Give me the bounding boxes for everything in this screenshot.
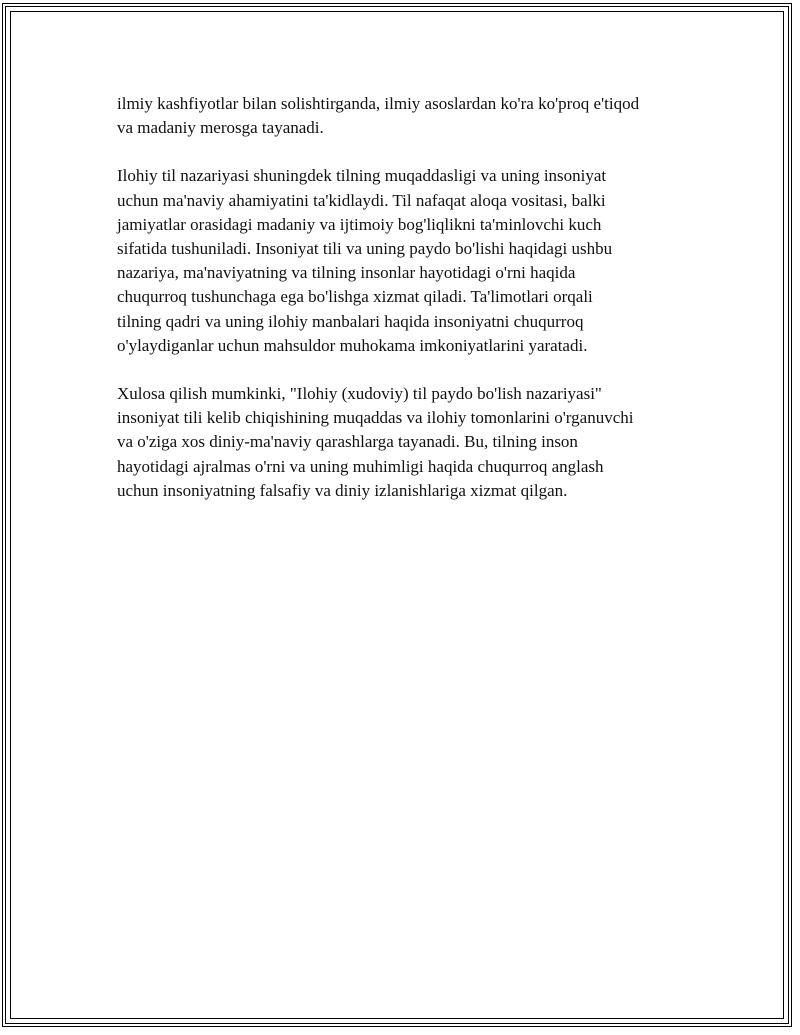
paragraph-1: ilmiy kashfiyotlar bilan solishtirganda, ilmiy asoslardan ko'ra ko'proq e'tiqod va madaniy merosga tayanadi. <box>117 94 640 138</box>
document-body <box>117 92 697 527</box>
paragraph-3: Xulosa qilish mumkinki, "Ilohiy (xudoviy) til paydo bo'lish nazariyasi" insoniyat tili kelib chiqishining muqaddas va ilohiy tomonlarini o'rganuvchi va o'ziga xos diniy-ma'naviy qarashlarga tayanadi. Bu, tilning inson hayotidagi ajralmas o'rni va uning muhimligi haqida chuqurroq anglash uchun insoniyatning falsafiy va diniy izlanishlariga xizmat qilgan. <box>117 384 634 500</box>
paragraph-2: Ilohiy til nazariyasi shuningdek tilning muqaddasligi va uning insoniyat uchun ma'naviy ahamiyatini ta'kidlaydi. Til nafaqat aloqa vositasi, balki jamiyatlar orasidagi madaniy va ijtimoiy bog'liqlikni ta'minlovchi kuch sifatida tushuniladi. Insoniyat tili va uning paydo bo'lishi haqidagi ushbu nazariya, ma'naviyatning va tilning insonlar hayotidagi o'rni haqida chuqurroq tushunchaga ega bo'lishga xizmat qiladi. Ta'limotlari orqali tilning qadri va uning ilohiy manbalari haqida insoniyatni chuqurroq o'ylaydiganlar uchun mahsuldor muhokama imkoniyatlarini yaratadi. <box>117 166 613 355</box>
